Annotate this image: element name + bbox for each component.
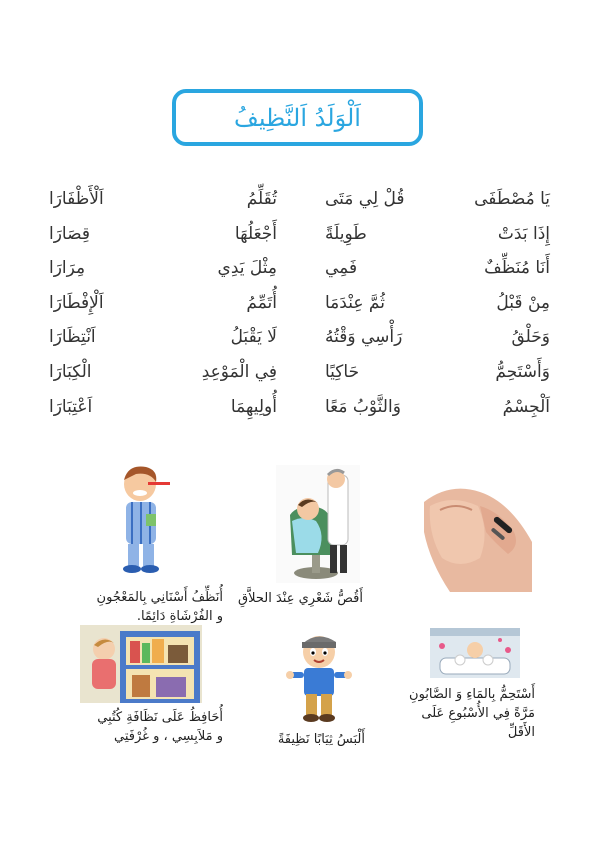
caption-haircut (223, 589, 363, 608)
nail-clipping-hand-image (420, 462, 535, 592)
poem-phrase: اَلْجِسْمُ (502, 396, 550, 417)
poem-right-line (325, 189, 550, 209)
poem-right-line (325, 224, 550, 244)
poem-phrase: فَمِي (325, 258, 358, 279)
caption-line: أَسْتَحِمُّ بِالمَاءِ وَ الصَّابُونِ (409, 687, 535, 702)
poem-phrase: قُلْ لِي مَتَى (325, 189, 405, 209)
poem-phrase: اَعْتِبَارَا (49, 396, 93, 417)
poem-left-line (49, 224, 277, 244)
poem-phrase: طَوِيلَةً (325, 223, 367, 244)
caption-line: الأَقَلِّ (507, 725, 535, 740)
caption-line: أَقُصُّ شَعْرِي عِنْدَ الحلاَّقِ (238, 591, 363, 606)
poem-phrase: وَأَسْتَحِمُّ (495, 362, 550, 382)
poem-phrase: مِنْ قَبْلُ (496, 292, 550, 313)
poem-left-line (49, 327, 277, 347)
poem-right-line (325, 397, 550, 417)
poem-phrase: اَنْتِظَارَا (49, 327, 96, 348)
poem-phrase: يَا مُصْطَفَى (474, 189, 550, 209)
poem-left-line (49, 258, 277, 278)
caption-line: أُحَافِظُ عَلَى نَظَافَةِ كُتُبِي (97, 710, 223, 725)
poem-phrase: ثُمَّ عِنْدَمَا (325, 292, 385, 313)
shelves-child-image (80, 625, 202, 703)
poem-left-line (49, 189, 277, 209)
poem-phrase: تُقَلِّمُ (246, 189, 277, 209)
caption-shelves (53, 708, 223, 746)
caption-line: و الفُرْشَاةِ دَائِمًا. (136, 609, 223, 624)
bath-image (430, 628, 520, 678)
poem-phrase: اَلْأَظْفَارَا (49, 189, 104, 209)
poem-phrase: أَنَا مُنَظِّفٌ (484, 258, 550, 279)
poem-phrase: أُولِيهِمَا (230, 396, 277, 417)
poem-phrase: اَلْإِفْطَارَا (49, 292, 104, 313)
poem-phrase: أَجْعَلُهَا (234, 223, 277, 244)
poem-phrase: وَحَلْقُ (511, 327, 550, 348)
boy-clean-clothes-image (284, 628, 354, 723)
poem-right-line (325, 258, 550, 278)
poem-phrase: قِصَارَا (49, 223, 90, 244)
poem-left-line (49, 397, 277, 417)
poem-right-line (325, 327, 550, 347)
caption-brush-teeth (43, 588, 223, 626)
poem-right-line (325, 362, 550, 382)
page-title: اَلْوَلَدُ اَلنَّظِيفُ (234, 103, 361, 132)
caption-line: و مَلاَبِسِي ، و غُرْفَتِي (114, 729, 223, 744)
boy-brushing-teeth-image (108, 462, 178, 577)
caption-clean-clothes (225, 730, 365, 749)
poem-phrase: وَالثَّوْبُ مَعًا (325, 396, 401, 417)
poem-left-line (49, 293, 277, 313)
poem-phrase: الْكِبَارَا (49, 362, 92, 382)
caption-line: أَلْبَسُ ثِيَابًا نَظِيفَةً (277, 732, 365, 747)
poem-phrase: فِي الْمَوْعِدِ (201, 362, 277, 382)
poem-phrase: لَا يَقْبَلُ (230, 327, 277, 348)
poem-right-line (325, 293, 550, 313)
caption-line: مَرَّةً فِي الأُسْبُوعِ عَلَى (421, 706, 535, 721)
title-box (172, 89, 423, 146)
poem-phrase: مِرَارَا (49, 258, 86, 279)
poem-phrase: حَاكِيًا (325, 362, 360, 382)
poem-phrase: رَأْسِي وَقْتُهُ (325, 327, 403, 348)
poem-phrase: أُتَمِّمُ (246, 292, 277, 313)
poem-phrase: مِثْلَ يَدِي (217, 258, 277, 279)
caption-line: أُنَظِّفُ أَسْنَانِي بِالمَعْجُونِ (96, 590, 223, 605)
barber-haircut-image (276, 465, 360, 583)
poem-left-line (49, 362, 277, 382)
poem-phrase: إِذَا بَدَتْ (497, 223, 550, 244)
caption-bath (375, 685, 535, 742)
